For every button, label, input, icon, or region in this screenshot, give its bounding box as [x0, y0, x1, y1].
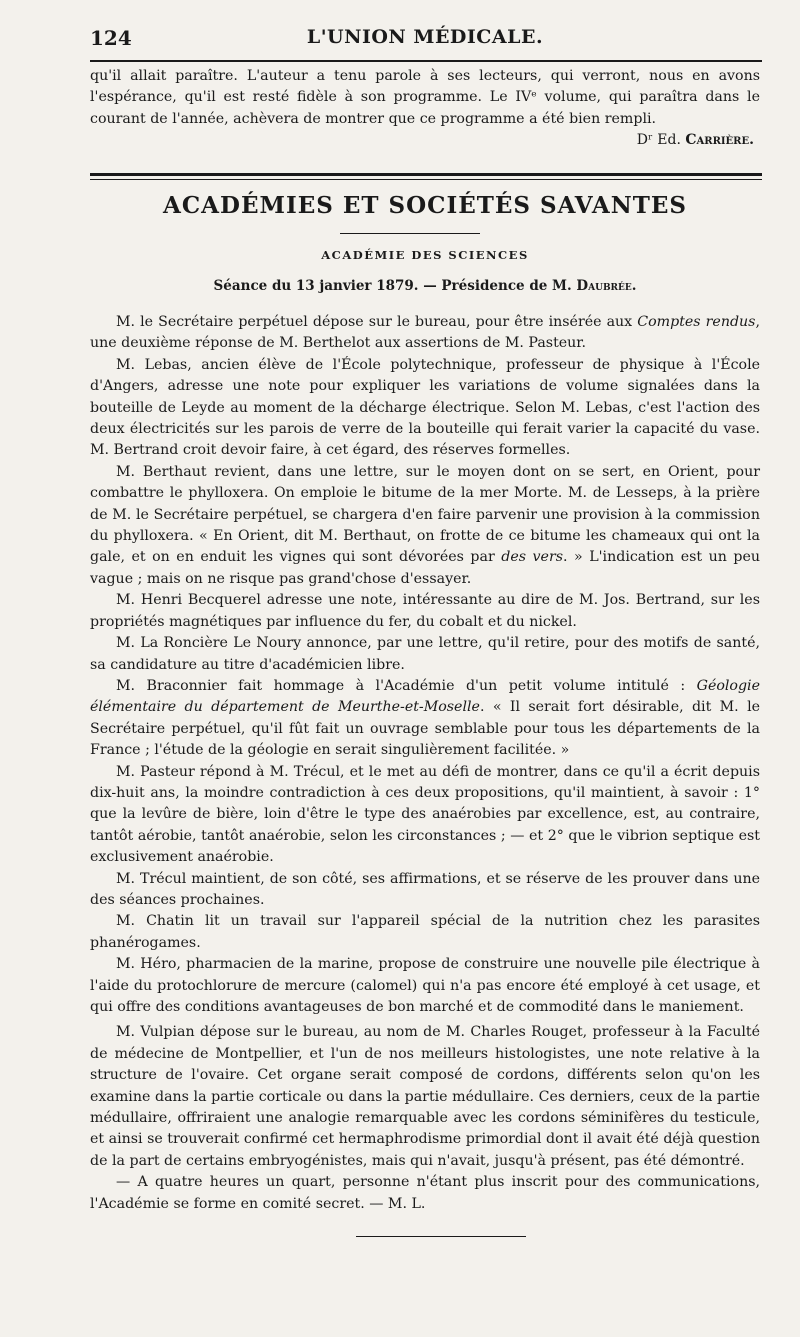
- section-heading: [90, 192, 760, 219]
- title-underline: [340, 233, 480, 234]
- intro-block: [90, 66, 760, 148]
- paragraph-text: M. La Roncière Le Noury annonce, par une lettre, qu'il retire, pour des motifs de santé, sa candidature au titre d'académicien libre.: [90, 635, 760, 673]
- minutes-paragraph: [90, 1172, 760, 1215]
- paragraph-text: M. Berthaut revient, dans une lettre, sur le moyen dont on se sert, en Orient, pour combattre le phylloxera. On emploie le bitume de la mer Morte. M. de Lesseps, à la prière de M. le Secrétaire perpétuel, se chargera d'en faire parvenir une provision à la commission du phylloxera. « En Orient, dit M. Berthaut, on frotte de ce bitume les chameaux qui ont la gale, et on en enduit les vignes qui sont dévorées par: [90, 463, 760, 566]
- paragraph-italic: Comptes rendus: [637, 314, 756, 330]
- paragraph-text-end: . » L'indication est un peu vague ; mais on ne risque pas grand'chose d'essayer.: [90, 549, 760, 587]
- minutes-paragraph: [90, 954, 760, 1018]
- paragraph-italic: des vers: [501, 549, 564, 566]
- minutes-paragraph: [90, 355, 760, 462]
- signature-prefix: Dʳ Ed.: [636, 132, 681, 149]
- paragraph-text: M. Chatin lit un travail sur l'appareil spécial de la nutrition chez les parasites phanérogames.: [90, 913, 760, 951]
- minutes-paragraph: [90, 869, 760, 912]
- header-rule: [90, 60, 762, 62]
- paragraph-text: M. Héro, pharmacien de la marine, propose de construire une nouvelle pile électrique à l'aide du protochlorure de mercure (calomel) qui n'a pas encore été employé à cet usage, et qui offre des conditions avantageuses de bon marché et de commodité dans le maniement.: [90, 956, 760, 1015]
- minutes-body: [90, 312, 760, 1215]
- minutes-paragraph: [90, 312, 760, 355]
- minutes-paragraph: [90, 462, 760, 590]
- signature: [90, 132, 760, 148]
- footer-rule: [356, 1236, 526, 1237]
- paragraph-text: M. Pasteur répond à M. Trécul, et le met au défi de montrer, dans ce qu'il a écrit depuis dix-huit ans, la moindre contradiction à ces deux propositions, qu'il maintient, à savoir : 1° que la levûre de bière, loin d'être le type des anaérobies par excellence, est, au contraire, tantôt aérobie, tantôt anaérobie, selon les circonstances ; — et 2° que le vibrion septique est exclusivement anaérobie.: [90, 763, 760, 866]
- paragraph-text: — A quatre heures un quart, personne n'étant plus inscrit pour des communications, l'Académie se forme en comité secret. — M. L.: [90, 1174, 760, 1212]
- section-title: ACADÉMIES ET SOCIÉTÉS SAVANTES: [163, 192, 687, 219]
- seance-text: Séance du 13 janvier 1879. — Présidence de M.: [213, 278, 572, 294]
- paragraph-text-end: , une deuxième réponse de M. Berthelot aux assertions de M. Pasteur.: [90, 314, 760, 352]
- minutes-paragraph: [90, 676, 760, 762]
- running-header: [90, 26, 760, 56]
- paragraph-text: M. Vulpian dépose sur le bureau, au nom de M. Charles Rouget, professeur à la Faculté de médecine de Montpellier, et l'un de nos meilleurs histologistes, une note relative à la structure de l'ovaire. Cet organe serait composé de cordons, différents selon qu'on les examine dans la partie corticale ou dans la partie médullaire. Ces derniers, ceux de la partie médullaire, offriraient une analogie remarquable avec les cordons séminifères du testicule, et ainsi se trouverait confirmé cet hermaphrodisme primordial dont il avait été déjà question de la part de certains embryogénistes, mais qui n'avait, jusqu'à présent, pas été démontré.: [90, 1024, 760, 1169]
- paragraph-text: M. le Secrétaire perpétuel dépose sur le bureau, pour être insérée aux: [116, 314, 638, 330]
- page-number: 124: [90, 26, 132, 50]
- academy-subtitle: ACADÉMIE DES SCIENCES: [321, 248, 529, 262]
- minutes-paragraph: [90, 633, 760, 676]
- minutes-paragraph: [90, 762, 760, 869]
- signature-name: Carrière.: [685, 132, 754, 149]
- paragraph-text: M. Trécul maintient, de son côté, ses affirmations, et se réserve de les prouver dans une des séances prochaines.: [90, 870, 760, 908]
- seance-line: [90, 278, 760, 294]
- minutes-paragraph: [90, 590, 760, 633]
- paragraph-text: M. Braconnier fait hommage à l'Académie d'un petit volume intitulé :: [116, 677, 697, 694]
- paragraph-text-end: . « Il serait fort désirable, dit M. le Secrétaire perpétuel, qu'il fût fait un ouvrage semblable pour tous les départements de la France ; l'étude de la géologie en serait singulièrement facilitée. »: [90, 699, 760, 759]
- section-rule-thin: [90, 179, 762, 180]
- paragraph-italic: Géologie élémentaire du département de Meurthe-et-Moselle: [90, 677, 760, 716]
- intro-paragraph: qu'il allait paraître. L'auteur a tenu parole à ses lecteurs, qui verront, nous en avons l'espérance, qu'il est resté fidèle à son programme. Le IVᵉ volume, qui paraîtra dans le courant de l'année, achèvera de montrer que ce programme a été bien rempli.: [90, 68, 760, 127]
- paragraph-text: M. Henri Becquerel adresse une note, intéressante au dire de M. Jos. Bertrand, sur les propriétés magnétiques par influence du fer, du cobalt et du nickel.: [90, 592, 760, 630]
- journal-title: L'UNION MÉDICALE.: [306, 26, 544, 48]
- minutes-paragraph: [90, 911, 760, 954]
- paragraph-text: M. Lebas, ancien élève de l'École polytechnique, professeur de physique à l'École d'Angers, adresse une note pour expliquer les variations de volume signalées dans la bouteille de Leyde au moment de la décharge électrique. Selon M. Lebas, c'est l'action des deux électricités sur les parois de verre de la bouteille qui ferait varier la capacité du vase. M. Bertrand croit devoir faire, à cet égard, des réserves formelles.: [90, 356, 760, 459]
- section-rule-top: [90, 173, 762, 176]
- minutes-paragraph: [90, 1022, 760, 1172]
- academy-heading: [90, 248, 760, 262]
- president-name: Daubrée.: [576, 278, 637, 294]
